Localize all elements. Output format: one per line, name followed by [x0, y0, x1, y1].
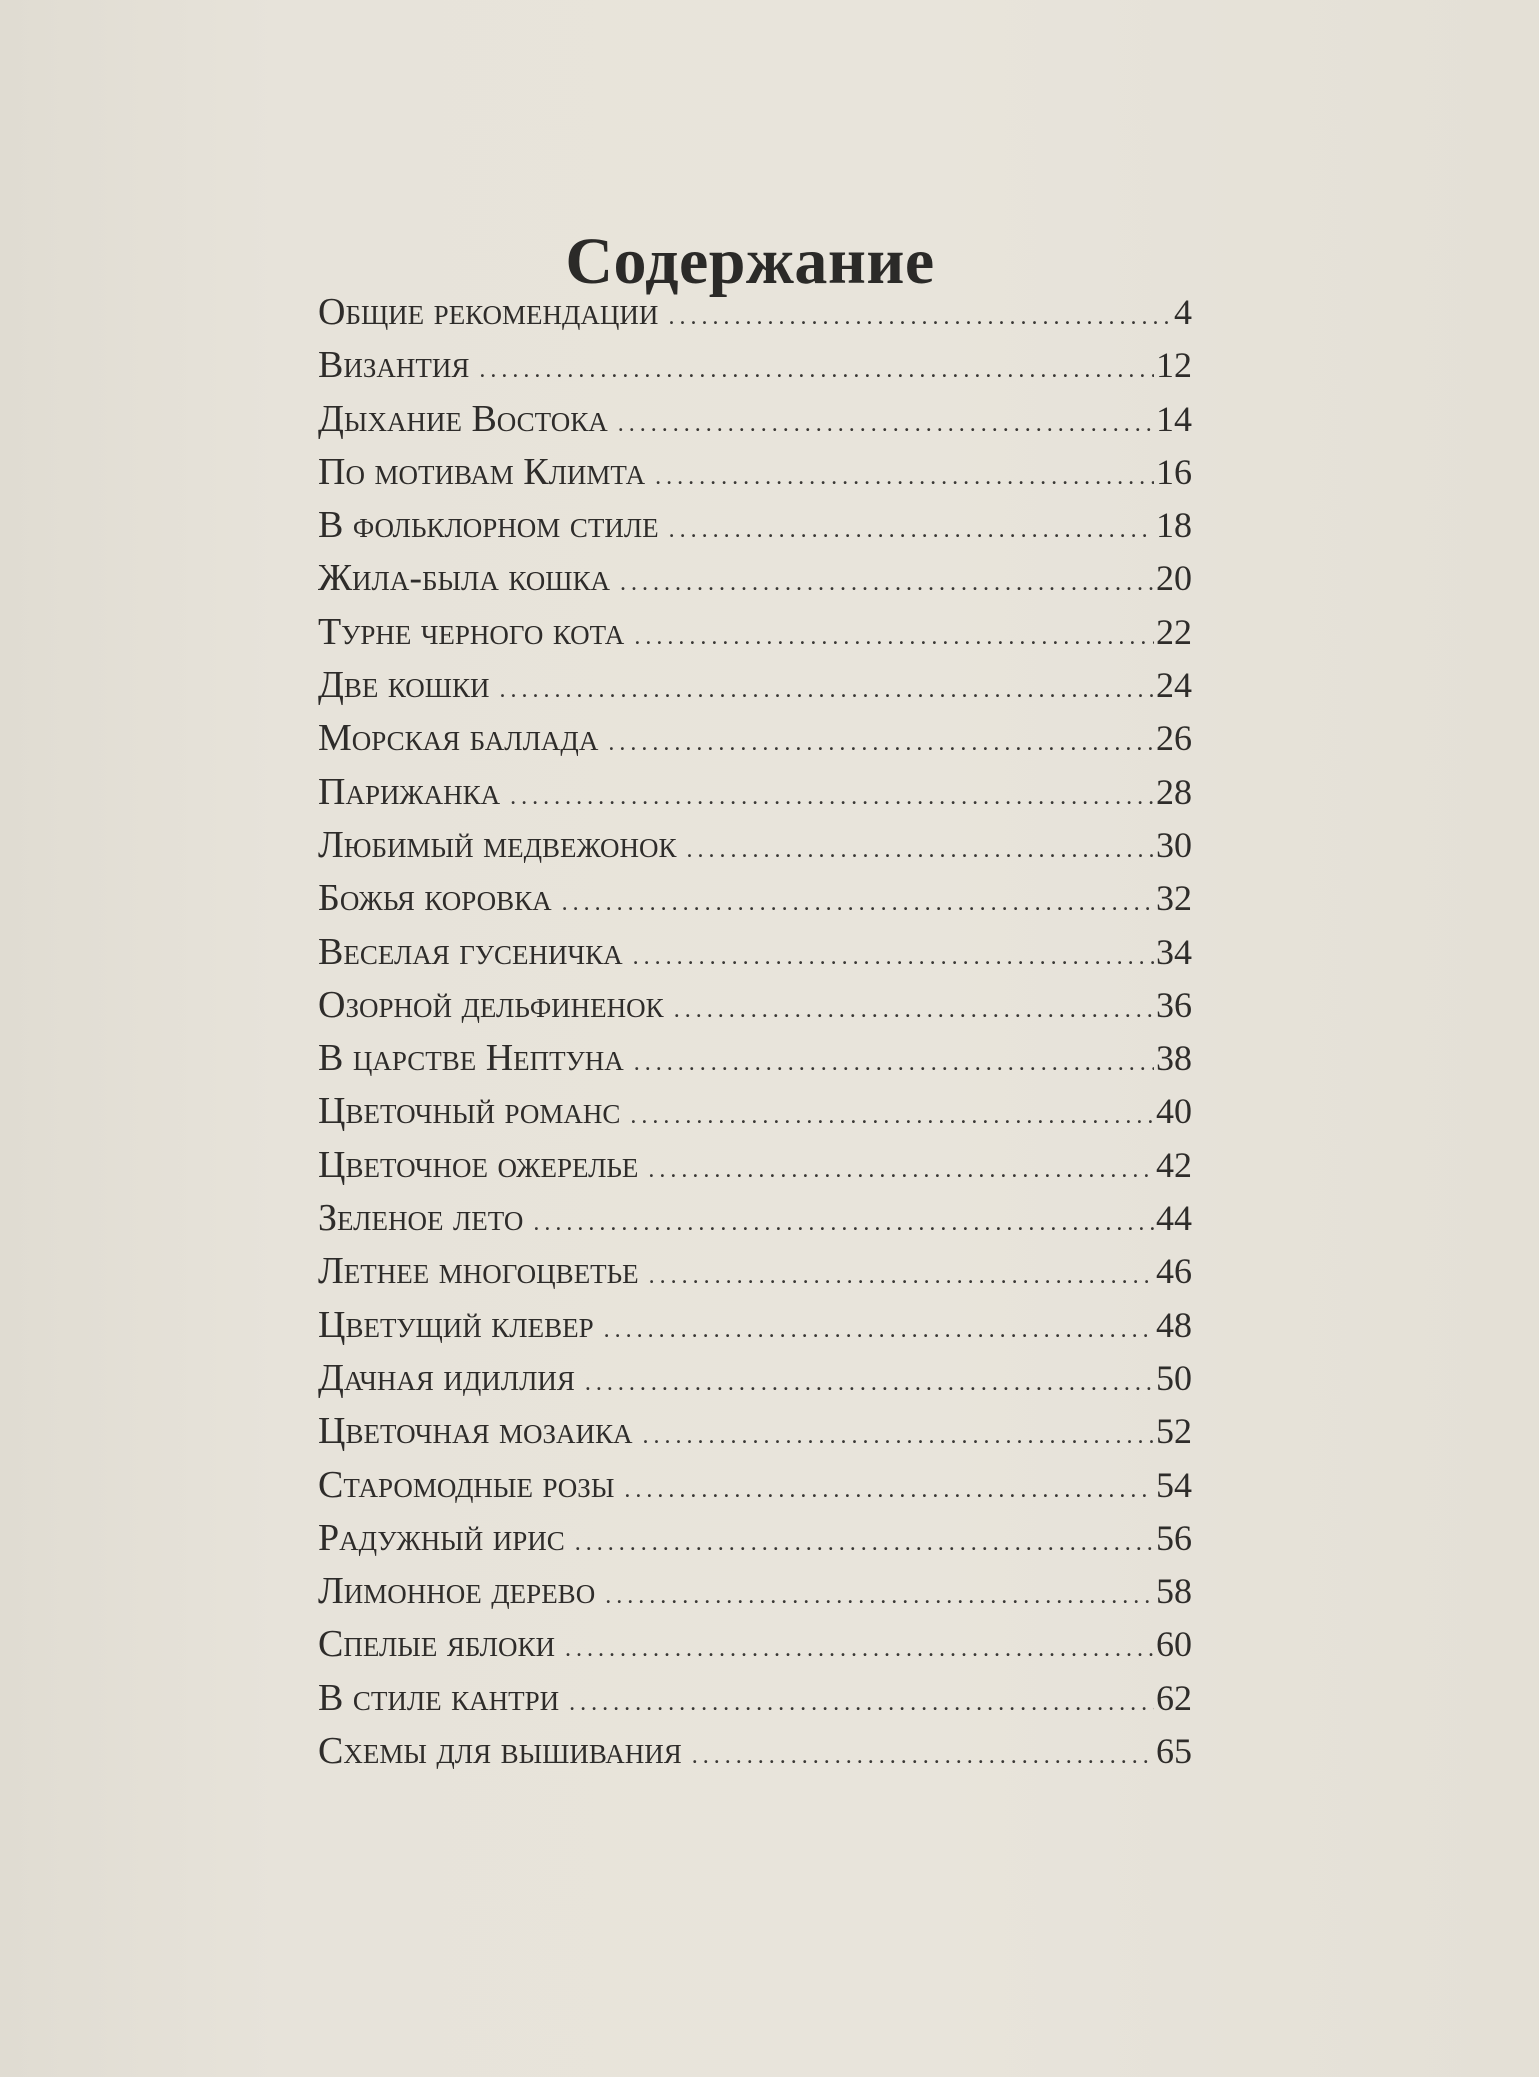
dot-leader	[618, 411, 1154, 438]
toc-entry-label: Любимый медвежонок	[318, 823, 677, 866]
toc-entry-label: По мотивам Климта	[318, 450, 646, 493]
toc-row	[318, 983, 1192, 1036]
toc-page-number: 28	[1156, 771, 1192, 812]
toc-row	[318, 716, 1192, 769]
toc-row	[318, 770, 1192, 823]
toc-entry-label: В царстве Нептуна	[318, 1037, 624, 1080]
dot-leader	[569, 1690, 1154, 1717]
page-title: Содержание	[565, 225, 935, 299]
toc-row	[318, 1622, 1192, 1675]
dot-leader	[479, 357, 1154, 384]
dot-leader	[668, 304, 1172, 331]
toc-entry-label: Зеленое лето	[318, 1197, 524, 1240]
dot-leader	[604, 1317, 1154, 1344]
toc-page-number: 20	[1156, 558, 1192, 599]
toc-entry-label: Византия	[318, 344, 470, 387]
dot-leader	[510, 784, 1154, 811]
toc-page-number: 50	[1156, 1357, 1192, 1398]
toc-row	[318, 1249, 1192, 1302]
toc-entry-label: Жила-была кошка	[318, 557, 610, 600]
dot-leader	[585, 1370, 1154, 1397]
toc-page-number: 44	[1156, 1198, 1192, 1239]
toc-page-number: 38	[1156, 1038, 1192, 1079]
toc-entry-label: Цветочное ожерелье	[318, 1143, 639, 1186]
toc-row	[318, 1089, 1192, 1142]
toc-row	[318, 556, 1192, 609]
toc-entry-label: Дыхание Востока	[318, 397, 608, 440]
toc-row	[318, 397, 1192, 450]
toc-entry-label: Цветущий клевер	[318, 1303, 594, 1346]
toc-page-number: 54	[1156, 1464, 1192, 1505]
toc-page-number: 16	[1156, 451, 1192, 492]
toc-page-number: 58	[1156, 1571, 1192, 1612]
toc-entry-label: Старомодные розы	[318, 1463, 615, 1506]
toc-entry-label: Дачная идиллия	[318, 1356, 575, 1399]
toc-row	[318, 1729, 1192, 1782]
dot-leader	[669, 517, 1154, 544]
table-of-contents	[318, 290, 1192, 1782]
toc-row	[318, 290, 1192, 343]
dot-leader	[533, 1210, 1154, 1237]
toc-entry-label: Спелые яблоки	[318, 1623, 555, 1666]
toc-page-number: 12	[1156, 345, 1192, 386]
toc-page-number: 4	[1174, 292, 1192, 332]
toc-entry-label: Летнее многоцветье	[318, 1250, 639, 1293]
toc-row	[318, 930, 1192, 983]
toc-row	[318, 450, 1192, 503]
toc-row	[318, 1676, 1192, 1729]
toc-row	[318, 610, 1192, 663]
toc-row	[318, 503, 1192, 556]
toc-entry-label: Озорной дельфиненок	[318, 983, 664, 1026]
toc-row	[318, 1569, 1192, 1622]
toc-page-number: 42	[1156, 1144, 1192, 1185]
toc-entry-label: Две кошки	[318, 664, 490, 707]
toc-row	[318, 1356, 1192, 1409]
toc-entry-label: Турне черного кота	[318, 610, 625, 653]
toc-row	[318, 1303, 1192, 1356]
toc-page-number: 30	[1156, 824, 1192, 865]
dot-leader	[565, 1636, 1154, 1663]
toc-entry-label: В фольклорном стиле	[318, 504, 659, 547]
toc-page-number: 18	[1156, 505, 1192, 546]
dot-leader	[692, 1743, 1154, 1770]
dot-leader	[655, 464, 1154, 491]
toc-page-number: 32	[1156, 878, 1192, 919]
toc-entry-label: Радужный ирис	[318, 1516, 565, 1559]
toc-entry-label: Цветочный романс	[318, 1090, 621, 1133]
toc-page-number: 26	[1156, 718, 1192, 759]
dot-leader	[624, 1477, 1154, 1504]
dot-leader	[575, 1530, 1154, 1557]
toc-entry-label: В стиле кантри	[318, 1676, 560, 1719]
toc-entry-label: Цветочная мозаика	[318, 1410, 633, 1453]
toc-row	[318, 1196, 1192, 1249]
toc-page-number: 24	[1156, 665, 1192, 706]
toc-page-number: 36	[1156, 984, 1192, 1025]
dot-leader	[649, 1263, 1154, 1290]
toc-page-number: 46	[1156, 1251, 1192, 1292]
toc-row	[318, 876, 1192, 929]
toc-entry-label: Лимонное дерево	[318, 1570, 596, 1613]
dot-leader	[687, 837, 1154, 864]
toc-page-number: 60	[1156, 1624, 1192, 1665]
dot-leader	[562, 890, 1154, 917]
toc-page-number: 65	[1156, 1731, 1192, 1772]
dot-leader	[634, 624, 1154, 651]
toc-page-number: 34	[1156, 931, 1192, 972]
toc-page-number: 40	[1156, 1091, 1192, 1132]
toc-entry-label: Морская баллада	[318, 717, 599, 760]
dot-leader	[633, 944, 1154, 971]
toc-row	[318, 1463, 1192, 1516]
toc-entry-label: Схемы для вышивания	[318, 1730, 682, 1773]
toc-page-number: 62	[1156, 1677, 1192, 1718]
dot-leader	[608, 730, 1154, 757]
dot-leader	[674, 997, 1154, 1024]
toc-row	[318, 1409, 1192, 1462]
dot-leader	[605, 1583, 1154, 1610]
dot-leader	[500, 677, 1154, 704]
toc-row	[318, 823, 1192, 876]
toc-entry-label: Парижанка	[318, 770, 501, 813]
toc-page-number: 56	[1156, 1517, 1192, 1558]
toc-entry-label: Общие рекомендации	[318, 291, 659, 333]
toc-row	[318, 1143, 1192, 1196]
dot-leader	[620, 570, 1154, 597]
toc-page-number: 52	[1156, 1411, 1192, 1452]
toc-entry-label: Веселая гусеничка	[318, 930, 623, 973]
toc-page-number: 48	[1156, 1304, 1192, 1345]
dot-leader	[634, 1050, 1154, 1077]
toc-entry-label: Божья коровка	[318, 877, 552, 920]
toc-row	[318, 663, 1192, 716]
toc-page-number: 14	[1156, 398, 1192, 439]
dot-leader	[643, 1423, 1155, 1450]
dot-leader	[648, 1157, 1154, 1184]
toc-row	[318, 1516, 1192, 1569]
dot-leader	[630, 1103, 1154, 1130]
toc-row	[318, 1036, 1192, 1089]
toc-page-number: 22	[1156, 611, 1192, 652]
toc-row	[318, 343, 1192, 396]
